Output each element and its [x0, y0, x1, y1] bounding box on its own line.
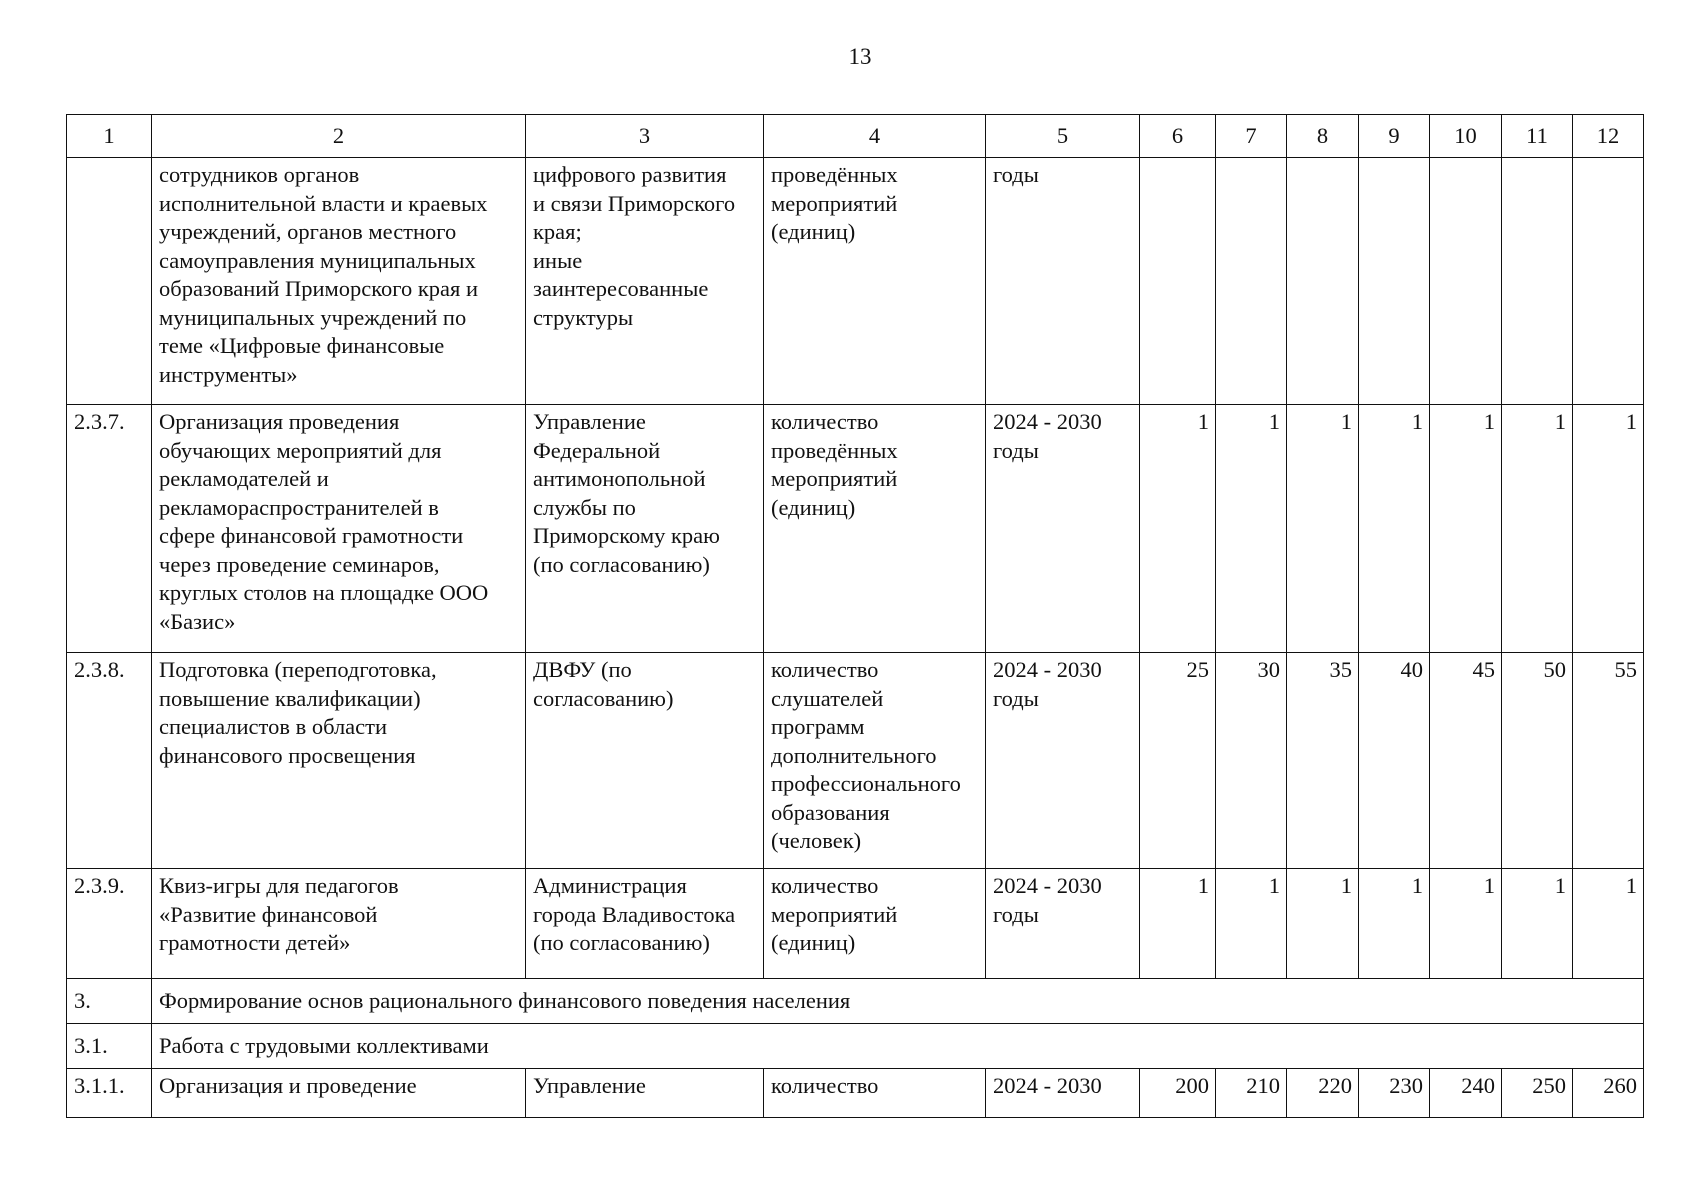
section-number: 3. [67, 979, 152, 1024]
indicator-line: проведённых [771, 162, 898, 187]
section-title: Формирование основ рационального финансового поведения населения [152, 979, 1644, 1024]
value-cell: 1 [1502, 869, 1573, 979]
indicator-line: количество [771, 409, 879, 434]
indicator-cell [764, 158, 986, 405]
event-line: «Базис» [159, 608, 236, 634]
value-cell [1140, 158, 1216, 405]
responsible-line: Управление [533, 409, 646, 434]
period-cell [986, 653, 1140, 869]
column-number-header [67, 115, 1644, 158]
indicator-line: (единиц) [771, 930, 856, 955]
value-cell: 30 [1216, 653, 1287, 869]
responsible-line: и связи Приморского [533, 190, 736, 216]
period-line: годы [993, 162, 1039, 187]
responsible-cell [526, 869, 764, 979]
responsible-line: Администрация [533, 873, 687, 898]
responsible-line: Федеральной [533, 437, 661, 463]
event-line: специалистов в области [159, 714, 388, 739]
event-cell [152, 158, 526, 405]
value-cell: 230 [1359, 1069, 1430, 1118]
table-row [67, 869, 1644, 979]
period-line: 2024 - 2030 [993, 873, 1102, 898]
event-line: «Развитие финансовой [159, 901, 378, 927]
page-number: 13 [848, 44, 872, 69]
column-header: 11 [1502, 115, 1573, 158]
value-cell: 1 [1573, 405, 1644, 653]
event-line: Подготовка (переподготовка, [159, 657, 437, 682]
column-header: 4 [764, 115, 986, 158]
value-cell: 200 [1140, 1069, 1216, 1118]
column-header: 9 [1359, 115, 1430, 158]
value-cell: 260 [1573, 1069, 1644, 1118]
event-cell [152, 869, 526, 979]
event-line: исполнительной власти и краевых [159, 190, 488, 216]
value-cell: 25 [1140, 653, 1216, 869]
indicator-line: мероприятий [771, 901, 898, 927]
indicator-line: дополнительного [771, 742, 937, 768]
event-line: грамотности детей» [159, 930, 351, 955]
event-cell: Организация и проведение [152, 1069, 526, 1118]
indicator-line: количество [771, 873, 879, 898]
indicator-line: профессионального [771, 771, 961, 796]
value-cell: 1 [1216, 405, 1287, 653]
row-number: 2.3.8. [67, 653, 152, 869]
responsible-line: согласованию) [533, 685, 674, 711]
value-cell [1430, 158, 1502, 405]
column-header: 7 [1216, 115, 1287, 158]
indicator-line: мероприятий [771, 190, 898, 216]
column-header: 12 [1573, 115, 1644, 158]
subsection-row [67, 1024, 1644, 1069]
indicator-line: программ [771, 714, 865, 739]
value-cell: 240 [1430, 1069, 1502, 1118]
value-cell: 40 [1359, 653, 1430, 869]
value-cell: 1 [1359, 869, 1430, 979]
indicator-cell [764, 653, 986, 869]
column-header: 2 [152, 115, 526, 158]
value-cell: 1 [1430, 405, 1502, 653]
value-cell: 1 [1140, 405, 1216, 653]
value-cell: 1 [1287, 869, 1359, 979]
event-line: круглых столов на площадке ООО [159, 580, 489, 605]
value-cell: 1 [1287, 405, 1359, 653]
indicator-line: количество [771, 657, 879, 682]
event-line: рекламораспространителей в [159, 494, 439, 520]
table-row [67, 158, 1644, 405]
row-number: 2.3.9. [67, 869, 152, 979]
period-line: 2024 - 2030 [993, 409, 1102, 434]
indicator-cell: количество [764, 1069, 986, 1118]
value-cell: 1 [1216, 869, 1287, 979]
responsible-cell [526, 405, 764, 653]
section-title: Работа с трудовыми коллективами [152, 1024, 1644, 1069]
indicator-line: (единиц) [771, 219, 856, 244]
value-cell: 220 [1287, 1069, 1359, 1118]
column-header: 3 [526, 115, 764, 158]
indicator-line: (единиц) [771, 494, 856, 520]
indicator-cell [764, 405, 986, 653]
event-line: Квиз-игры для педагогов [159, 873, 399, 898]
event-line: рекламодателей и [159, 466, 329, 491]
period-line: годы [993, 437, 1039, 463]
indicator-line: слушателей [771, 685, 884, 711]
value-cell: 1 [1140, 869, 1216, 979]
responsible-line: цифрового развития [533, 162, 727, 187]
column-header: 1 [67, 115, 152, 158]
column-header: 5 [986, 115, 1140, 158]
value-cell: 1 [1359, 405, 1430, 653]
row-number [67, 158, 152, 405]
event-line: образований Приморского края и [159, 276, 479, 301]
event-line: теме «Цифровые финансовые [159, 333, 445, 358]
event-line: повышение квалификации) [159, 685, 421, 711]
period-cell: 2024 - 2030 [986, 1069, 1140, 1118]
indicator-line: образования [771, 799, 890, 825]
value-cell: 250 [1502, 1069, 1573, 1118]
row-number: 3.1.1. [67, 1069, 152, 1118]
table-row [67, 405, 1644, 653]
indicator-line: проведённых [771, 437, 898, 463]
period-cell [986, 158, 1140, 405]
value-cell [1573, 158, 1644, 405]
column-header: 6 [1140, 115, 1216, 158]
table-row [67, 1069, 1644, 1118]
table-row [67, 653, 1644, 869]
indicator-line: мероприятий [771, 466, 898, 491]
section-row [67, 979, 1644, 1024]
value-cell [1502, 158, 1573, 405]
event-cell [152, 405, 526, 653]
event-line: Организация проведения [159, 409, 400, 434]
responsible-line: города Владивостока [533, 901, 736, 927]
value-cell [1287, 158, 1359, 405]
responsible-line: ДВФУ (по [533, 657, 632, 682]
value-cell: 1 [1502, 405, 1573, 653]
indicator-cell [764, 869, 986, 979]
value-cell [1216, 158, 1287, 405]
event-line: инструменты» [159, 361, 298, 387]
event-line: финансового просвещения [159, 742, 416, 768]
event-line: самоуправления муниципальных [159, 247, 476, 273]
period-line: годы [993, 685, 1039, 711]
value-cell: 35 [1287, 653, 1359, 869]
value-cell: 210 [1216, 1069, 1287, 1118]
value-cell: 45 [1430, 653, 1502, 869]
section-number: 3.1. [67, 1024, 152, 1069]
event-line: сотрудников органов [159, 162, 360, 187]
responsible-line: (по согласованию) [533, 551, 710, 577]
value-cell: 55 [1573, 653, 1644, 869]
responsible-cell [526, 653, 764, 869]
indicator-line: (человек) [771, 828, 862, 853]
period-cell [986, 405, 1140, 653]
event-line: обучающих мероприятий для [159, 437, 442, 463]
value-cell: 1 [1430, 869, 1502, 979]
period-line: 2024 - 2030 [993, 657, 1102, 682]
responsible-line: иные [533, 247, 583, 273]
row-number: 2.3.7. [67, 405, 152, 653]
period-cell [986, 869, 1140, 979]
event-line: через проведение семинаров, [159, 551, 440, 577]
value-cell: 1 [1573, 869, 1644, 979]
event-line: учреждений, органов местного [159, 219, 457, 244]
value-cell [1359, 158, 1430, 405]
responsible-line: края; [533, 219, 582, 244]
responsible-line: (по согласованию) [533, 930, 710, 955]
responsible-cell: Управление [526, 1069, 764, 1118]
responsible-line: службы по [533, 494, 636, 520]
column-header: 10 [1430, 115, 1502, 158]
responsible-line: заинтересованные [533, 276, 709, 301]
responsible-line: Приморскому краю [533, 523, 720, 548]
column-header: 8 [1287, 115, 1359, 158]
responsible-cell [526, 158, 764, 405]
responsible-line: антимонопольной [533, 466, 706, 491]
measures-table [66, 114, 1644, 1118]
period-line: годы [993, 901, 1039, 927]
event-cell [152, 653, 526, 869]
event-line: муниципальных учреждений по [159, 304, 467, 330]
responsible-line: структуры [533, 304, 634, 330]
event-line: сфере финансовой грамотности [159, 523, 464, 548]
value-cell: 50 [1502, 653, 1573, 869]
